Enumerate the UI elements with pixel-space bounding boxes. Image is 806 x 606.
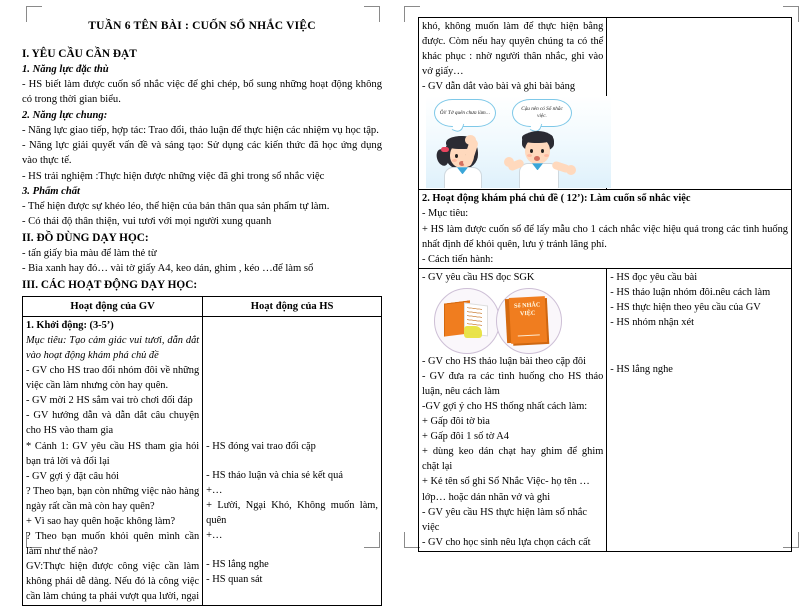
gv-b-line-8: - GV cho học sinh nêu lựa chọn cách cất <box>422 536 591 548</box>
text-nang-luc-chung-1: - Năng lực giao tiếp, hợp tác: Trao đổi, thảo luận để thực hiện các nhiệm vụ học tập. <box>22 124 379 136</box>
gv-line-4: - GV hướng dẫn và dẫn dắt câu chuyện cho HS vào tham gia <box>26 410 200 437</box>
gv-b-line-3: + Gấp đôi tờ bìa <box>422 416 490 428</box>
gv-b-line-0: - GV cho HS thảo luận bài theo cặp đôi <box>422 355 587 367</box>
notebook-cover <box>509 296 547 344</box>
hs-line-1: - HS thảo luận và chia sẻ kết quả <box>206 470 343 482</box>
section2-heading: 2. Hoạt động khám phá chủ đề ( 12’): Làm cuốn sổ nhắc việc <box>422 193 691 205</box>
girl-character <box>432 133 498 188</box>
table-row <box>419 268 792 551</box>
left-page-body <box>22 20 382 606</box>
notebook-cover-rule <box>518 334 540 336</box>
gv-line-2: - GV cho HS trao đổi nhóm đôi về những việc cần làm nhưng còn hay quên. <box>26 365 200 392</box>
cell-gv-activities <box>23 316 203 605</box>
speech-bubble-left: Ôi! Tớ quên chưa làm… <box>434 99 496 127</box>
table-row <box>23 316 382 605</box>
table-row-section-heading <box>419 190 792 268</box>
gv-line-3: - GV mời 2 HS sắm vai trò chơi đối đáp <box>26 395 193 407</box>
gv-line-6: - GV gợi ý đặt câu hỏi <box>26 470 120 482</box>
column-header-gv: Hoạt động của GV <box>23 296 203 316</box>
gv-b-line-5: + dùng keo dán chạt hay ghim để ghim chặt lại <box>422 446 604 473</box>
gv-b-line-4: + Gấp đôi 1 số tờ A4 <box>422 431 509 443</box>
hs-line-0: - HS đóng vai trao đổi cặp <box>206 440 316 452</box>
hs-a-line-2: - HS thực hiện theo yêu cầu của GV <box>610 301 761 313</box>
gv-line-1 <box>26 333 199 363</box>
heading-cac-hoat-dong-day-hoc: III. CÁC HOẠT ĐỘNG DẠY HỌC: <box>22 278 198 291</box>
page-title: TUẦN 6 TÊN BÀI : CUỐN SỔ NHẮC VIỆC <box>88 20 316 32</box>
right-page-body <box>418 14 792 552</box>
hs-line-6: - HS quan sát <box>206 574 263 586</box>
gv-b-line-2: -GV gợi ý cho HS thống nhất cách làm: <box>422 401 588 413</box>
notebook-cover-title: Sổ NHẮC VIỆC <box>513 301 541 318</box>
hs-a-line-3: - HS nhóm nhận xét <box>610 317 694 329</box>
text-do-dung-1: - tấn giấy bìa màu để làm thẻ từ <box>22 247 157 259</box>
gv-line-5: * Cảnh 1: GV yêu cầu HS tham gia hỏi bạn trả lời và đổi lại <box>26 440 200 467</box>
heading-nang-luc-dac-thu: 1. Năng lực đặc thù <box>22 63 109 75</box>
cell-hs-activities <box>203 316 382 605</box>
table-row <box>419 18 792 190</box>
text-nang-luc-dac-thu: - HS biết làm được cuốn sổ nhắc việc để ghi chép, bổ sung những hoạt động không có trong thời gian biểu. <box>22 78 382 106</box>
cell-hs-continued <box>607 18 792 190</box>
cell-gv-continued <box>419 18 607 190</box>
gv-intro-line-1: - GV dẫn dắt vào bài và ghi bài bảng <box>422 81 576 93</box>
gv-line-7: ? Theo bạn, bạn còn những việc nào hàng ngày rất cần mà còn hay quên? <box>26 485 200 512</box>
page-left <box>0 0 403 603</box>
gv-a-line-0: - GV yêu cầu HS đọc SGK <box>422 271 535 283</box>
boy-hand-right <box>566 165 576 175</box>
boy-character <box>504 129 578 188</box>
gv-b-line-6: + Kẻ tên sổ ghi Sổ Nhắc Việc- họ tên … lớp… hoặc dán nhãn vở và ghi <box>422 476 590 503</box>
text-nang-luc-chung-3: - HS trải nghiệm :Thực hiện được những việc đã ghi trong sổ nhắc việc <box>22 170 325 182</box>
boy-hair-fringe <box>522 132 553 143</box>
cell-section2 <box>419 190 792 268</box>
section2-line-2: - Cách tiến hành: <box>422 253 494 265</box>
gv-b-line-7: - GV yêu cầu HS thực hiện làm sổ nhắc việc <box>422 506 588 533</box>
hs-line-5: - HS lắng nghe <box>206 559 269 571</box>
gv-b-line-1: - GV đưa ra các tình huống cho HS thảo luận, nêu cách làm <box>422 370 604 398</box>
hs-line-3: + Lười, Ngại Khó, Không muốn làm, quên <box>206 500 378 527</box>
gv-line-10: GV:Thực hiện được công việc cần làm không phải dễ dàng. Nếu đó là công việc cần làm chúng ta phải vượt qua lười, ngại <box>26 561 200 603</box>
heading-pham-chat: 3. Phẩm chất <box>22 186 80 198</box>
heading-do-dung-day-hoc: II. ĐỒ DÙNG DẠY HỌC: <box>22 231 149 244</box>
scissors-icon <box>464 326 482 338</box>
text-nang-luc-chung-2: - Năng lực giải quyết vấn đề và sáng tạo: Sử dụng các kiến thức đã học ứng dụng vào thực tế. <box>22 139 382 167</box>
gv-line-9: ? Theo bạn muốn khỏi quên mình cần làm như thế nào? <box>26 531 200 558</box>
section2-line-0: - Mục tiêu: <box>422 208 469 220</box>
section2-line-1: + HS làm được cuốn sổ để lấy mẫu cho 1 cách nhắc việc hiệu quả trong các tình huống nhất định để khỏi quên, lưu ý tránh lãng phí. <box>422 223 788 250</box>
text-do-dung-2: - Bìa xanh hay đỏ… vài tờ giấy A4, keo dán, ghim , kéo …để làm sổ <box>22 263 314 275</box>
cell-gv-activity2 <box>419 268 607 551</box>
column-header-hs: Hoạt động của HS <box>203 296 382 316</box>
hs-a-line-0: - HS đọc yêu cầu bài <box>610 271 698 283</box>
gv-line-1-text: Mục tiêu: Tạo cảm giác vui tươi, dẫn dắt vào hoạt động khám phá chủ đề <box>26 335 200 362</box>
hs-line-4: +… <box>206 530 223 542</box>
gv-intro-line-0: khó, không muốn làm để thực hiện bằng được. Còm nếu hay quyên chúng ta có thể khác phục : nhờ người thân nhắc, ghi vào vở giấy… <box>422 21 604 78</box>
activities-table-left <box>22 296 382 606</box>
page-right <box>403 0 806 558</box>
text-pham-chat-1: - Thể hiện được sự khéo léo, thể hiện của bản thân qua sản phẩm tự làm. <box>22 201 330 213</box>
illustration-notebooks <box>434 288 584 352</box>
hs-line-2: +… <box>206 485 223 497</box>
text-pham-chat-2: - Có thái độ thân thiện, vui tươi với mọi người xung quanh <box>22 216 272 228</box>
table-header-row <box>23 296 382 316</box>
cell-hs-activity2 <box>607 268 792 551</box>
hs-a-line-1: - HS thảo luận nhóm đôi.nêu cách làm <box>610 286 771 298</box>
gv-line-0: 1. Khởi động: (3-5’) <box>26 319 114 331</box>
activities-table-right <box>418 17 792 552</box>
gv-line-8: + Vì sao hay quên hoặc không làm? <box>26 515 176 527</box>
speech-bubble-right: Cậu nên có Sổ nhắc việc. <box>512 99 572 127</box>
hs-b-line-0: - HS lắng nghe <box>610 364 673 376</box>
illustration-two-children <box>426 96 611 188</box>
heading-yeu-cau-can-dat: I. YÊU CẦU CẦN ĐẠT <box>22 47 137 60</box>
heading-nang-luc-chung: 2. Năng lực chung: <box>22 109 108 121</box>
